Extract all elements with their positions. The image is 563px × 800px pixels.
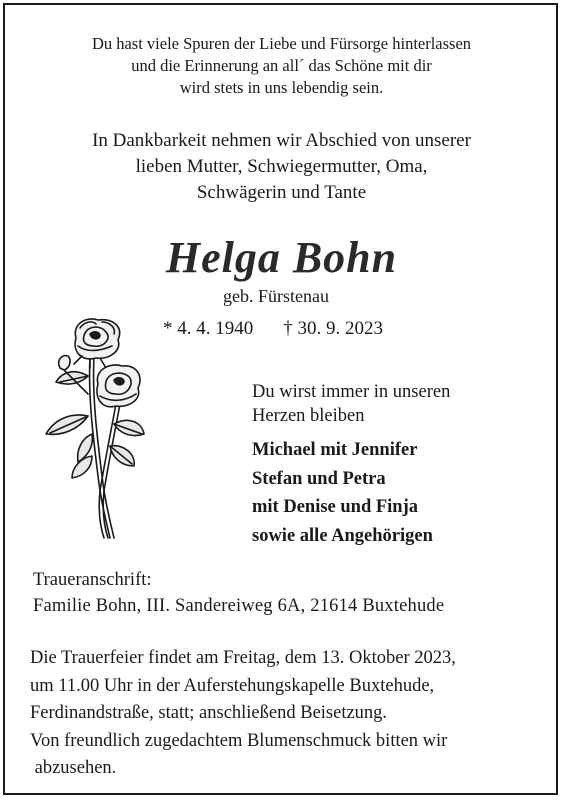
address-label: Traueranschrift:: [33, 570, 152, 590]
poem-line: und die Erinnerung an all´ das Schöne mit dir: [131, 56, 432, 75]
intro-line: lieben Mutter, Schwiegermutter, Oma,: [135, 156, 428, 177]
mourners-list: [252, 436, 433, 550]
funeral-line: Ferdinandstraße, statt; anschließend Beisetzung.: [30, 703, 388, 723]
funeral-line: Die Trauerfeier findet am Freitag, dem 13. Oktober 2023,: [30, 648, 456, 668]
funeral-line: Von freundlich zugedachtem Blumenschmuck bitten wir: [30, 730, 448, 751]
farewell-line: Du wirst immer in unseren: [252, 382, 451, 402]
maiden-name: geb. Fürstenau: [223, 286, 329, 306]
birth-date: * 4. 4. 1940: [163, 318, 254, 339]
mourner-line: Michael mit Jennifer: [252, 440, 418, 460]
poem-line: wird stets in uns lebendig sein.: [179, 78, 384, 97]
funeral-details: [30, 645, 456, 783]
farewell-message: [252, 380, 450, 428]
intro-line: In Dankbarkeit nehmen wir Abschied von unserer: [92, 130, 471, 151]
mourning-address: Familie Bohn, III. Sandereiweg 6A, 21614 Buxtehude: [33, 596, 445, 616]
deceased-name: Helga Bohn: [165, 233, 398, 282]
mourner-line: Stefan und Petra: [252, 468, 386, 489]
poem-line: Du hast viele Spuren der Liebe und Fürsorge hinterlassen: [91, 34, 472, 53]
farewell-line: Herzen bleiben: [252, 406, 365, 426]
death-date: † 30. 9. 2023: [283, 318, 383, 339]
life-dates: [163, 318, 383, 340]
funeral-line: abzusehen.: [30, 758, 117, 778]
farewell-intro: [0, 128, 563, 206]
mourner-line: sowie alle Angehörigen: [252, 525, 433, 546]
memorial-poem: [0, 33, 563, 99]
intro-line: Schwägerin und Tante: [196, 182, 367, 203]
mourner-line: mit Denise und Finja: [252, 497, 419, 517]
funeral-line: um 11.00 Uhr in der Auferstehungskapelle Buxtehude,: [30, 675, 435, 696]
rose-icon: [38, 316, 148, 541]
